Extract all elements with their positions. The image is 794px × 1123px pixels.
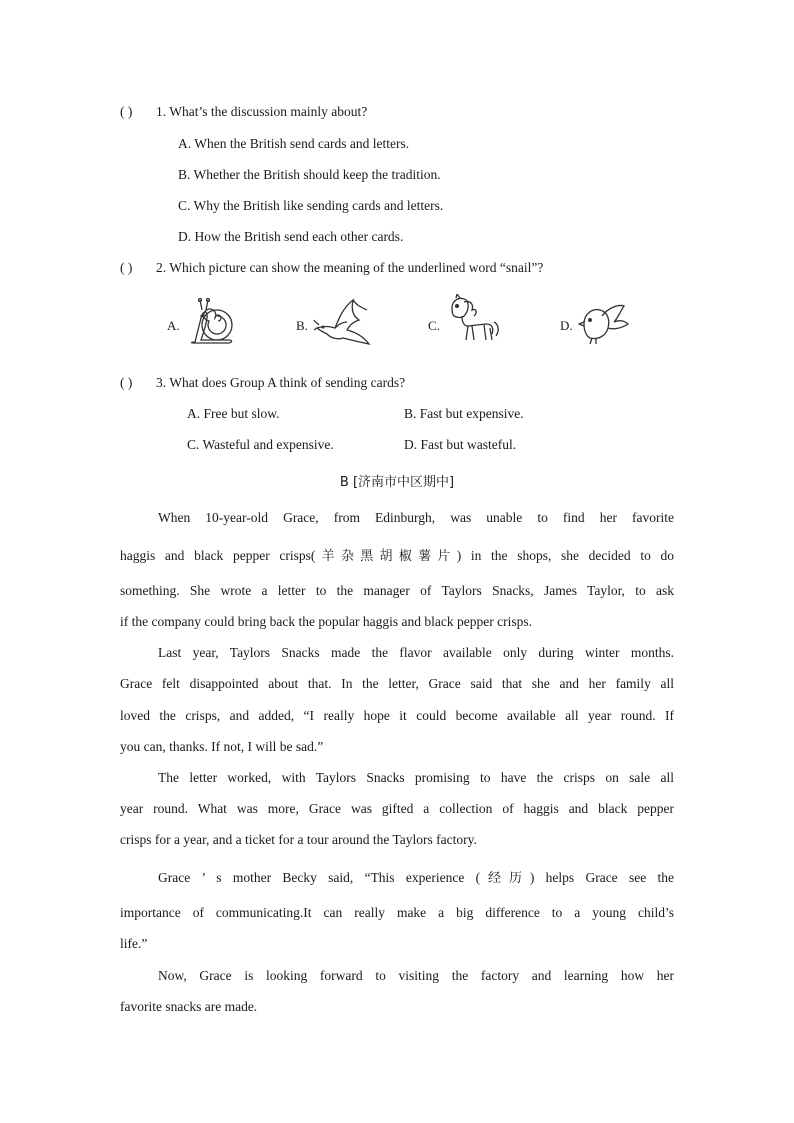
q1-option-c: C. Why the British like sending cards and letters. [178, 198, 444, 213]
q1-option-a: A. When the British send cards and letters. [178, 136, 410, 151]
question-3 [120, 374, 405, 392]
pony-icon [444, 294, 500, 352]
passage-line: importance of communicating.It can really make a big difference to a young child’s [120, 905, 674, 920]
passage-line: favorite snacks are made. [120, 999, 258, 1014]
passage-line: haggis and black pepper crisps(羊杂黑胡椒薯片) in the shops, she decided to do [120, 548, 674, 564]
answer-blank[interactable]: ( ) [120, 375, 133, 390]
q1-option-d: D. How the British send each other cards. [178, 229, 404, 244]
passage-line: Grace felt disappointed about that. In the letter, Grace said that she and her family all [120, 676, 674, 691]
chinese-gloss: 羊杂黑胡椒薯片 [315, 549, 457, 564]
question-1 [120, 103, 367, 121]
passage-line: crisps for a year, and a ticket for a tour around the Taylors factory. [120, 832, 477, 847]
question-stem: 3. What does Group A think of sending cards? [156, 375, 406, 390]
passage-line: if the company could bring back the popular haggis and black pepper crisps. [120, 614, 533, 629]
snail-icon [187, 296, 237, 348]
q3-option-a: A. Free but slow. [187, 406, 280, 421]
question-2 [120, 259, 543, 277]
q3-option-c: C. Wasteful and expensive. [187, 437, 334, 452]
question-stem: 1. What’s the discussion mainly about? [156, 104, 368, 119]
passage-line: Last year, Taylors Snacks made the flavor available only during winter months. [158, 645, 674, 660]
q3-option-b: B. Fast but expensive. [404, 406, 524, 421]
q2-option-d-label: D. [560, 318, 573, 333]
q2-option-c-label: C. [428, 318, 440, 333]
passage-line: The letter worked, with Taylors Snacks promising to have the crisps on sale all [158, 770, 674, 785]
passage-line: Now, Grace is looking forward to visiting the factory and learning how her [158, 968, 674, 983]
chinese-gloss: 经历 [480, 871, 530, 886]
answer-blank[interactable]: ( ) [120, 260, 133, 275]
passage-line: year round. What was more, Grace was gifted a collection of haggis and black pepper [120, 801, 674, 816]
section-b-title: B [济南市中区期中] [339, 475, 455, 490]
q2-option-b-label: B. [296, 318, 308, 333]
q1-option-b: B. Whether the British should keep the tradition. [178, 167, 441, 182]
passage-line: something. She wrote a letter to the manager of Taylors Snacks, James Taylor, to ask [120, 583, 674, 598]
q2-option-a-label: A. [167, 318, 180, 333]
passage-line: loved the crisps, and added, “I really hope it could become available all year round. If [120, 708, 674, 723]
passage-line: Grace ’ s mother Becky said, “This experience (经历) helps Grace see the [158, 870, 674, 886]
bird-icon [578, 302, 630, 346]
passage-line: you can, thanks. If not, I will be sad.” [120, 739, 324, 754]
dove-icon [313, 296, 373, 350]
passage-line: life.” [120, 936, 148, 951]
answer-blank[interactable]: ( ) [120, 104, 133, 119]
passage-line: When 10-year-old Grace, from Edinburgh, was unable to find her favorite [158, 510, 674, 525]
question-stem: 2. Which picture can show the meaning of the underlined word “snail”? [156, 260, 544, 275]
q3-option-d: D. Fast but wasteful. [404, 437, 517, 452]
